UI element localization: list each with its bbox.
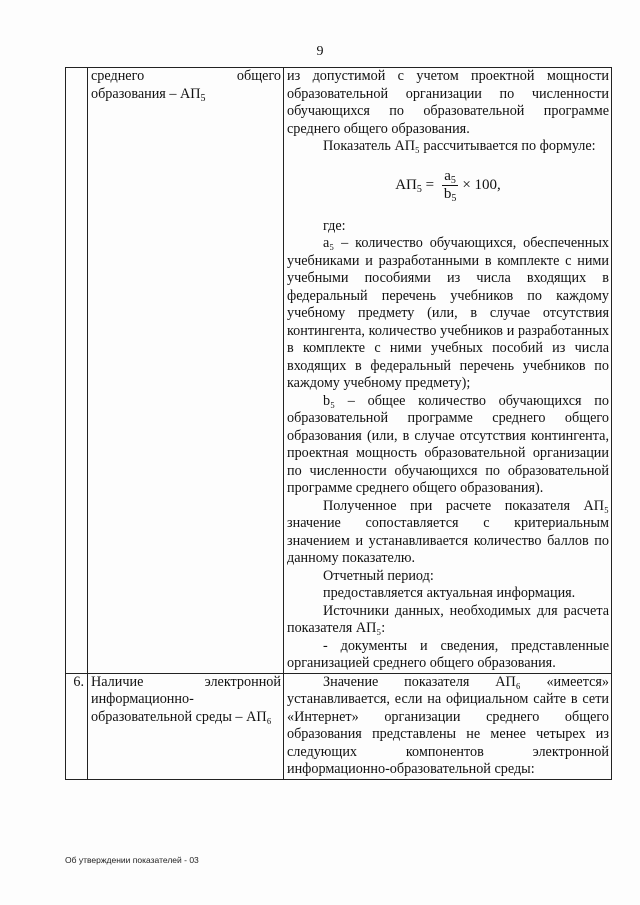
- formula-rhs: × 100,: [462, 176, 501, 193]
- indicator-name-cell: [88, 68, 284, 674]
- description-paragraph: a₅ – количество обучающихся, обеспеченных учебниками и разработанными в комплекте с ними учебными пособиями из числа входящих в федеральный перечень учебников по каждому учебному предмету (или, в случае отсутствия контингента, количество учебников и разработанных в комплекте с ними учебных пособий из числа входящих в федеральный перечень учебников по каждому учебному предмету);: [287, 235, 609, 391]
- formula-numerator: $a_5$: [444, 167, 456, 186]
- indicator-name-part: образования – АП: [91, 85, 201, 102]
- document-footer: Об утверждении показателей - 03: [65, 855, 199, 865]
- description-paragraph: из допустимой с учетом проектной мощности образовательной организации по численности обучающихся по образовательной программе среднего общего образования.: [287, 68, 609, 137]
- indicator-name-cell: Наличие электронной информационно-образовательной среды – АП₆: [88, 673, 284, 779]
- description-paragraph: Полученное при расчете показателя АП₅ значение сопоставляется с критериальным значением и устанавливается количество баллов по данному показателю.: [287, 497, 609, 566]
- description-paragraph: Источники данных, необходимых для расчета показателя АП₅:: [287, 602, 609, 636]
- table-row: [66, 673, 612, 779]
- row-number-cell: 6.: [66, 673, 88, 779]
- description-paragraph: Показатель АП₅ рассчитывается по формуле:: [323, 138, 596, 154]
- indicator-subscript: 5: [200, 92, 206, 104]
- page-number: 9: [316, 44, 324, 59]
- indicator-description-cell: [284, 68, 612, 674]
- formula-fraction: [442, 168, 459, 204]
- formula-equals: =: [421, 176, 438, 193]
- indicator-name-part: среднего: [91, 68, 145, 84]
- description-paragraph: b₅ – общее количество обучающихся по образовательной программе среднего общего образования (или, в случае отсутствия контингента, проектная мощность образовательной организации по численности обучающихся по образовательной программе среднего общего образования).: [287, 392, 609, 496]
- indicator-name-part: общего: [236, 68, 281, 84]
- description-paragraph: Отчетный период:: [323, 567, 434, 584]
- table-row: [66, 68, 612, 674]
- indicator-description-cell: Значение показателя АП₆ «имеется» устанавливается, если на официальном сайте в сети «Интернет» организации среднего общего образования представлены не менее четырех из следующих компонентов электронной информационно-образовательной среды:: [284, 673, 612, 779]
- formula: [287, 168, 609, 204]
- description-paragraph: - документы и сведения, представленные организацией среднего общего образования.: [287, 637, 609, 671]
- description-paragraph: предоставляется актуальная информация.: [323, 585, 576, 601]
- formula-denominator: $b_5$: [443, 186, 457, 204]
- formula-lhs: $АП_5$: [395, 176, 422, 195]
- description-paragraph: где:: [323, 217, 346, 234]
- indicators-table: [65, 67, 612, 780]
- row-number-cell: [66, 68, 88, 674]
